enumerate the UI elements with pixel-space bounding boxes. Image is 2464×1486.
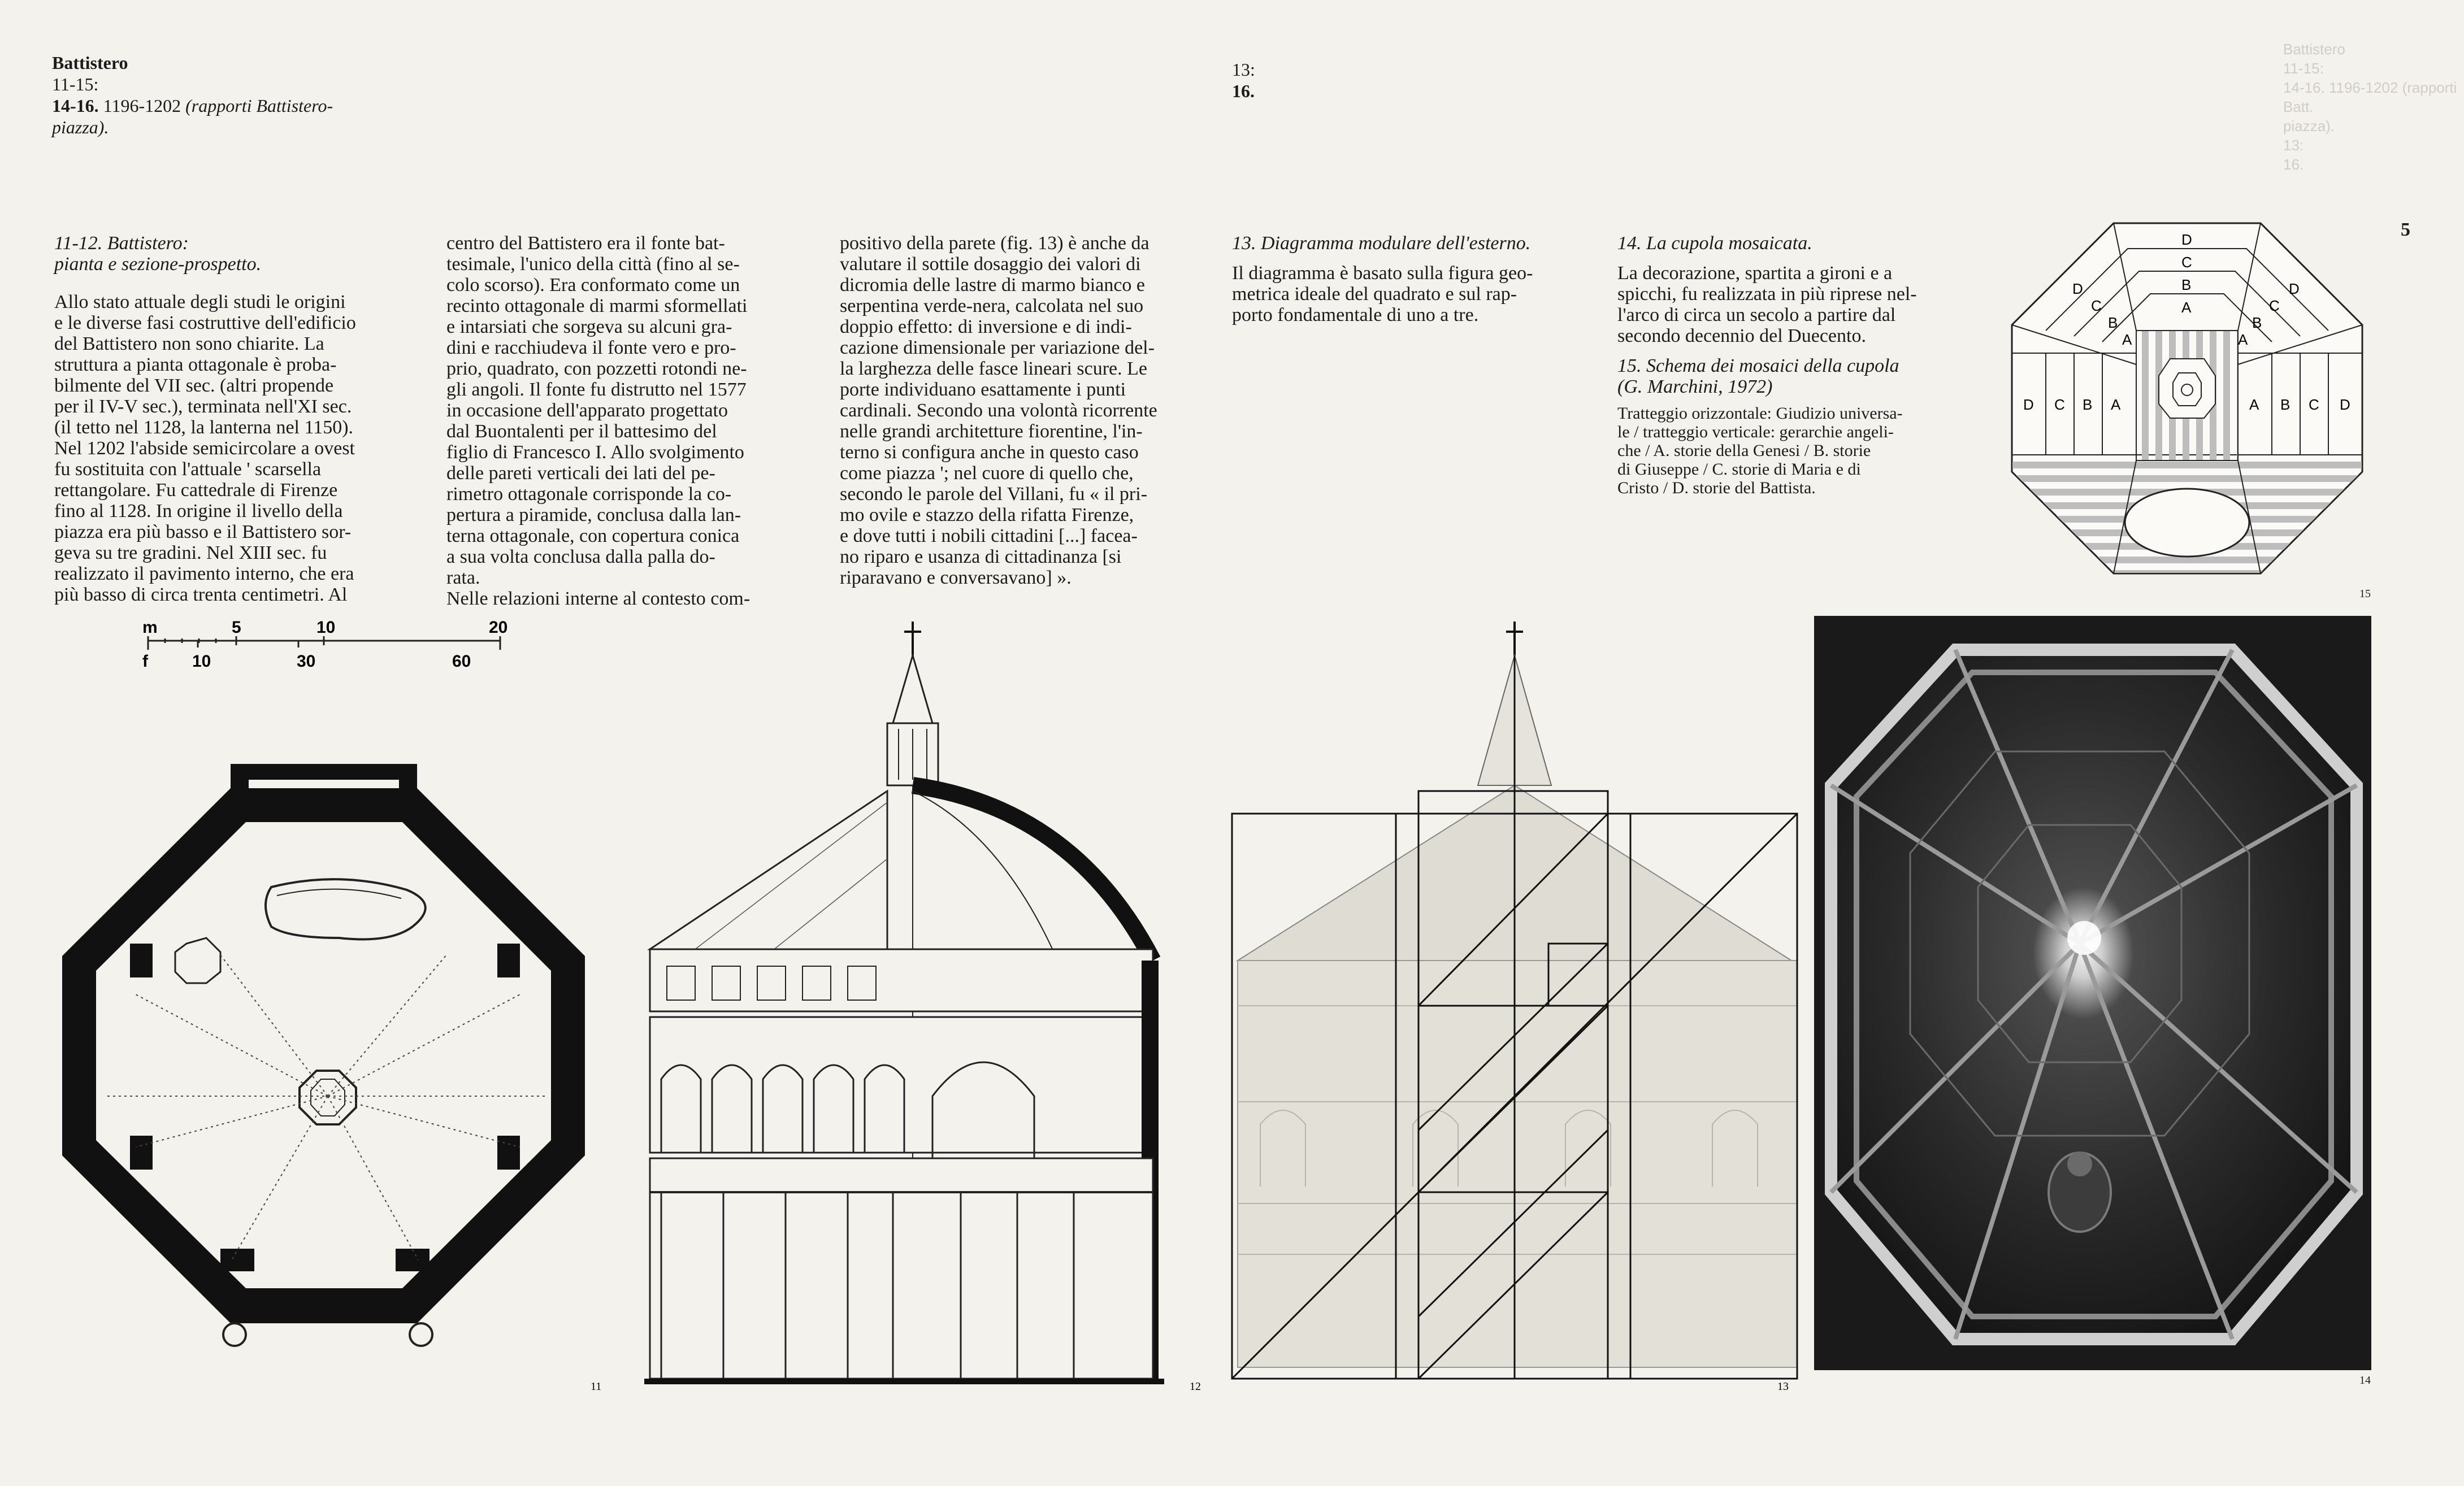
svg-text:10: 10 (316, 618, 336, 637)
svg-text:C: C (2091, 297, 2102, 314)
section-elevation-drawing (644, 622, 1201, 1393)
header-line2: 11-15: (52, 74, 99, 94)
figure-number-14: 14 (2359, 1374, 2371, 1387)
dome-mosaic-photo (1814, 616, 2371, 1370)
figure-number-15: 15 (2359, 588, 2371, 600)
svg-text:D: D (2072, 280, 2083, 297)
text-column-1: 11-12. Battistero: pianta e sezione-prospetto. Allo stato attuale degli studi le origini e le diverse fasi costruttive dell'edificio del Battistero non sono chiarite. La struttura a pianta ottagonale è proba- bilmente del VII sec. (altri propende per il IV-V sec.), terminata nell'XI sec. (il tetto nel 1128, la lanterna nel 1150). Nel 1202 l'abside semicircolare a ovest fu sostituita con l'attuale ' scarsella rettangolare. Fu cattedrale di Firenze fino al 1128. In origine il livello della piazza era più basso e il Battistero sor- geva su tre gradini. Nel XIII sec. fu realizzato il pavimento interno, che era più basso di circa trenta centimetri. Al (54, 233, 419, 605)
caption-13: 13. Diagramma modulare dell'esterno. (1232, 233, 1531, 254)
scale-bar (136, 616, 520, 678)
svg-text:B: B (2181, 276, 2192, 293)
header-line4: piazza). (52, 117, 109, 137)
svg-text:B: B (2280, 396, 2291, 413)
baptistery-plan-drawing (51, 757, 627, 1393)
header-block (52, 52, 448, 138)
svg-text:C: C (2181, 254, 2192, 271)
svg-text:B: B (2108, 314, 2118, 331)
svg-text:60: 60 (452, 652, 471, 671)
svg-text:A: A (2249, 396, 2259, 413)
caption-15-a: 15. Schema dei mosaici della cupola (1617, 355, 1899, 376)
svg-text:D: D (2289, 280, 2300, 297)
header-center: 13: 16. (1232, 59, 1255, 101)
scale-unit-f: f (142, 652, 148, 671)
scale-unit-m: m (142, 618, 158, 637)
page-number: 5 (2401, 219, 2410, 240)
svg-text:A: A (2111, 396, 2121, 413)
caption-14: 14. La cupola mosaicata. (1617, 233, 1812, 254)
text-column-5: 14. La cupola mosaicata. La decorazione, spartita a gironi e a spicchi, fu realizzata in più riprese nel- l'arco di circa un secolo a partire dal secondo decennio del Duecento. 15. Schema dei mosaici della cupola (G. Marchini, 1972) Tratteggio orizzontale: Giudizio universa- le / tratteggio verticale: gerarchie angeli- che / A. storie della Genesi / B. storie di Giuseppe / C. storie di Maria e di Cristo / D. storie del Battista. (1617, 233, 1981, 497)
svg-text:D: D (2023, 396, 2034, 413)
modular-diagram-drawing (1226, 622, 1791, 1393)
header-title: Battistero (52, 53, 128, 73)
text-column-2: centro del Battistero era il fonte bat- tesimale, l'unico della città (fino al se- colo scorso). Era conformato come un recinto ottagonale di marmi sformellati e intarsiati che sorgeva su alcuni gra- dini e racchiudeva il fonte vero e pro- prio, quadrato, con pozzetti rotondi ne- gli angoli. Il fonte fu distrutto nel 1577 in occasione dell'apparato progettato dal Buontalenti per il battesimo del figlio di Francesco I. Allo svolgimento delle pareti verticali dei lati del pe- rimetro ottagonale corrisponde la co- pertura a piramide, conclusa dalla lan- terna ottagonale, con copertura conica a sua volta conclusa dalla palla do- rata. Nelle relazioni interne al contesto com- (446, 233, 751, 609)
svg-text:10: 10 (192, 652, 211, 671)
svg-text:C: C (2309, 396, 2319, 413)
ghost-text: Battistero 11-15: 14-16. 1196-1202 (rapporti Batt. piazza). 13: 16. (2283, 41, 2457, 173)
header-line3: 14-16. 1196-1202 (rapporti Battistero- (52, 95, 333, 116)
figure-number-11: 11 (591, 1380, 602, 1393)
svg-text:B: B (2252, 314, 2262, 331)
svg-text:D: D (2181, 231, 2192, 248)
caption-11-12-b: pianta e sezione-prospetto. (54, 254, 262, 275)
svg-text:20: 20 (489, 618, 508, 637)
svg-text:5: 5 (232, 618, 241, 637)
svg-text:A: A (2238, 331, 2248, 348)
svg-text:D: D (2340, 396, 2350, 413)
text-column-4: 13. Diagramma modulare dell'esterno. Il diagramma è basato sulla figura geo- metrica ideale del quadrato e sul rap- porto fondamentale di uno a tre. (1232, 233, 1594, 325)
caption-11-12-a: 11-12. Battistero: (54, 233, 189, 254)
figure-number-13: 13 (1777, 1380, 1789, 1393)
svg-text:C: C (2054, 396, 2065, 413)
text-column-3: positivo della parete (fig. 13) è anche da valutare il sottile dosaggio dei valori di dicromia delle lastre di marmo bianco e serpentina verde-nera, calcolata nel suo doppio effetto: di inversione e di indi- cazione dimensionale per variazione del- la larghezza delle fasce lineari scure. Le porte individuano esattamente i punti cardinali. Secondo una volontà ricorrente nelle grandi architetture fiorentine, l'in- terno si configura anche in questo caso come piazza '; nel cuore di quello che, secondo le parole del Villani, fu « il pri- mo ovile e stazzo della rifatta Firenze, e dove tutti i nobili cittadini [...] facea- no riparo e usanza di cittadinanza [si riparavano e conversavano] ». (840, 233, 1157, 588)
mosaic-schema-diagram (2006, 218, 2368, 607)
svg-text:A: A (2181, 299, 2192, 316)
svg-text:C: C (2269, 297, 2280, 314)
figure-number-12: 12 (1190, 1380, 1201, 1393)
svg-text:B: B (2083, 396, 2093, 413)
svg-text:A: A (2122, 331, 2132, 348)
svg-text:30: 30 (297, 652, 316, 671)
caption-15-b: (G. Marchini, 1972) (1617, 376, 1773, 397)
